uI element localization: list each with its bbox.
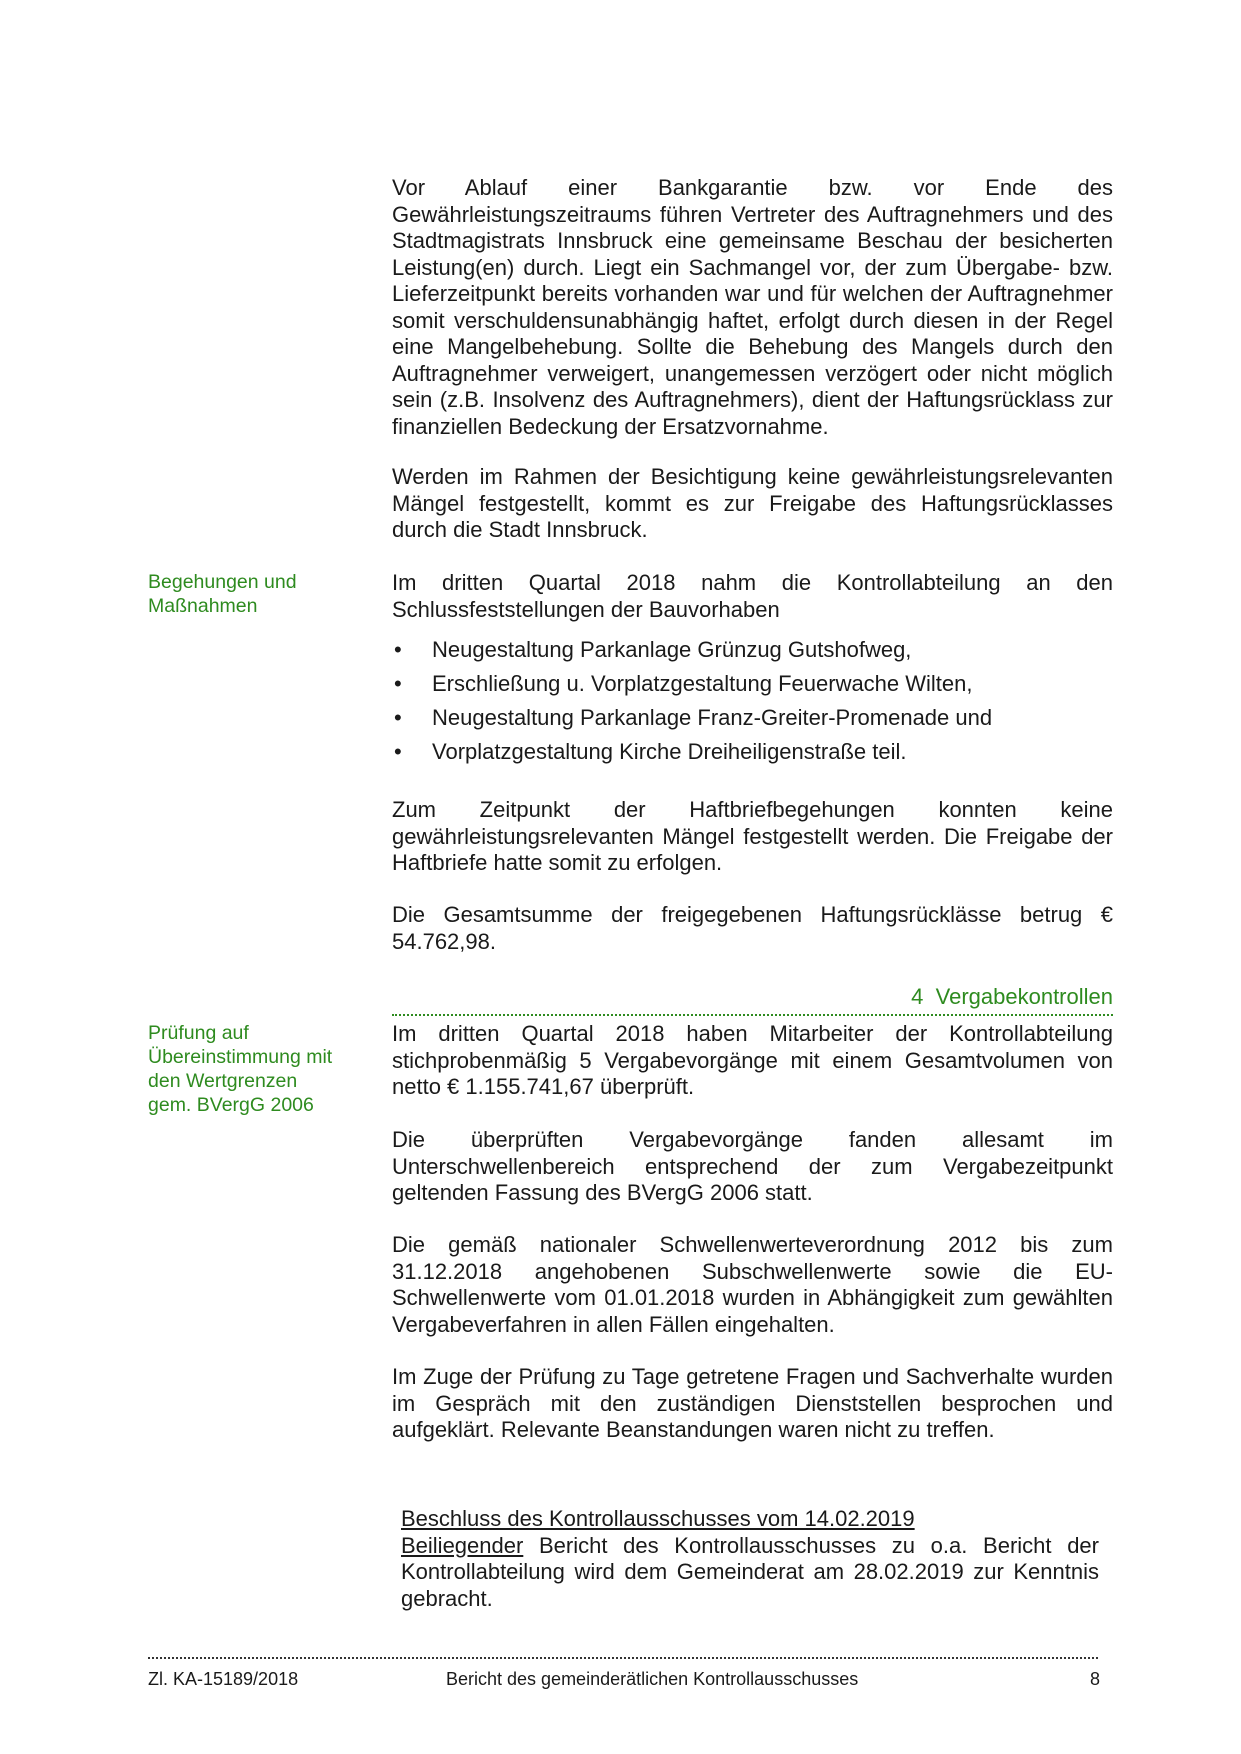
section-divider [392,1014,1113,1016]
footer-divider [148,1657,1098,1659]
decision-lead: Beiliegender [401,1532,524,1558]
side-note-line: gem. BVergG 2006 [148,1094,314,1116]
bullet-icon: • [394,739,402,764]
list-item: • Neugestaltung Parkanlage Franz-Greiter-Promenade und [394,705,993,730]
paragraph-text: Zum Zeitpunkt der Haftbriefbegehungen konnten keine gewährleistungsrelevanten Mängel festgestellt werden. Die Freigabe der Haftbriefe hatte somit zu erfolgen. [392,797,1113,875]
list-item: • Erschließung u. Vorplatzgestaltung Feuerwache Wilten, [394,671,973,696]
bullet-icon: • [394,637,402,662]
paragraph-text: Werden im Rahmen der Besichtigung keine gewährleistungsrelevanten Mängel festgestellt, kommt es zur Freigabe des Haftungsrücklasses durch die Stadt Innsbruck. [392,464,1113,542]
paragraph-subthreshold [392,1127,1113,1207]
section-title: Vergabekontrollen [935,984,1113,1009]
bullet-icon: • [394,671,402,696]
paragraph-text: Im Zuge der Prüfung zu Tage getretene Fragen und Sachverhalte wurden im Gespräch mit den zuständigen Dienststellen besprochen und aufgeklärt. Relevante Beanstandungen waren nicht zu treffen. [392,1364,1113,1442]
side-note-line: Begehungen und [148,571,297,593]
decision-body: Bericht des Kontrollausschusses zu o.a. Bericht der Kontrollabteilung wird dem Gemeinderat am 28.02.2019 zur Kenntnis gebracht. [401,1532,1099,1611]
list-item: • Neugestaltung Parkanlage Grünzug Gutshofweg, [394,637,912,662]
side-note-thresholds [148,1021,363,1117]
decision-text [401,1533,1099,1613]
side-note-line: Maßnahmen [148,595,258,617]
bullet-icon: • [394,705,402,730]
decision-heading: Beschluss des Kontrollausschusses vom 14.02.2019 [401,1506,915,1531]
paragraph-text: Die Gesamtsumme der freigegebenen Haftungsrücklässe betrug € 54.762,98. [392,902,1113,954]
footer-reference: Zl. KA-15189/2018 [148,1669,299,1689]
paragraph-release [392,464,1113,544]
side-note-line: Prüfung auf [148,1022,249,1044]
paragraph-no-defects [392,797,1113,877]
list-item: • Vorplatzgestaltung Kirche Dreiheiligenstraße teil. [394,739,907,764]
paragraph-sample-check [392,1021,1113,1101]
paragraph-total-sum [392,902,1113,955]
page-number: 8 [1089,1669,1100,1689]
side-note-line: Übereinstimmung mit [148,1046,333,1068]
section-number: 4 [911,984,924,1009]
side-note-inspections [148,570,363,618]
paragraph-text: Die gemäß nationaler Schwellenwerteverordnung 2012 bis zum 31.12.2018 angehobenen Subschwellenwerte sowie die EU-Schwellenwerte vom 01.01.2018 wurden in Abhängigkeit zum gewählten Vergabeverfahren in allen Fällen eingehalten. [392,1232,1113,1337]
paragraph-text: Vor Ablauf einer Bankgarantie bzw. vor Ende des Gewährleistungszeitraums führen Vertreter des Auftragnehmers und des Stadtmagistrats Innsbruck eine gemeinsame Beschau der besicherten Leistung(en) durch. Liegt ein Sachmangel vor, der zum Übergabe- bzw. Lieferzeitpunkt bereits vorhanden war und für welchen der Auftragnehmer somit verschuldensunabhängig haftet, erfolgt durch diesen in der Regel eine Mangelbehebung. Sollte die Behebung des Mangels durch den Auftragnehmer verweigert, unangemessen verzögert oder nicht möglich sein (z.B. Insolvenz des Auftragnehmers), dient der Haftungsrücklass zur finanziellen Bedeckung der Ersatzvornahme. [392,175,1113,439]
section-heading [392,984,1113,1010]
paragraph-questions-clarified [392,1364,1113,1444]
paragraph-text: Die überprüften Vergabevorgänge fanden allesamt im Unterschwellenbereich entsprechend der zum Vergabezeitpunkt geltenden Fassung des BVergG 2006 statt. [392,1127,1113,1205]
side-note-line: den Wertgrenzen [148,1070,298,1092]
paragraph-text: Im dritten Quartal 2018 nahm die Kontrollabteilung an den Schlussfeststellungen der Bauvorhaben [392,570,1113,622]
paragraph-thresholds-met [392,1232,1113,1338]
paragraph-inspections-intro [392,570,1113,623]
committee-decision [401,1506,1099,1612]
paragraph-text: Im dritten Quartal 2018 haben Mitarbeiter der Kontrollabteilung stichprobenmäßig 5 Vergabevorgänge mit einem Gesamtvolumen von netto € 1.155.741,67 überprüft. [392,1021,1113,1099]
paragraph-bank-guarantee [392,175,1113,440]
footer-title: Bericht des gemeinderätlichen Kontrollausschusses [446,1669,859,1689]
project-list [392,637,1113,773]
